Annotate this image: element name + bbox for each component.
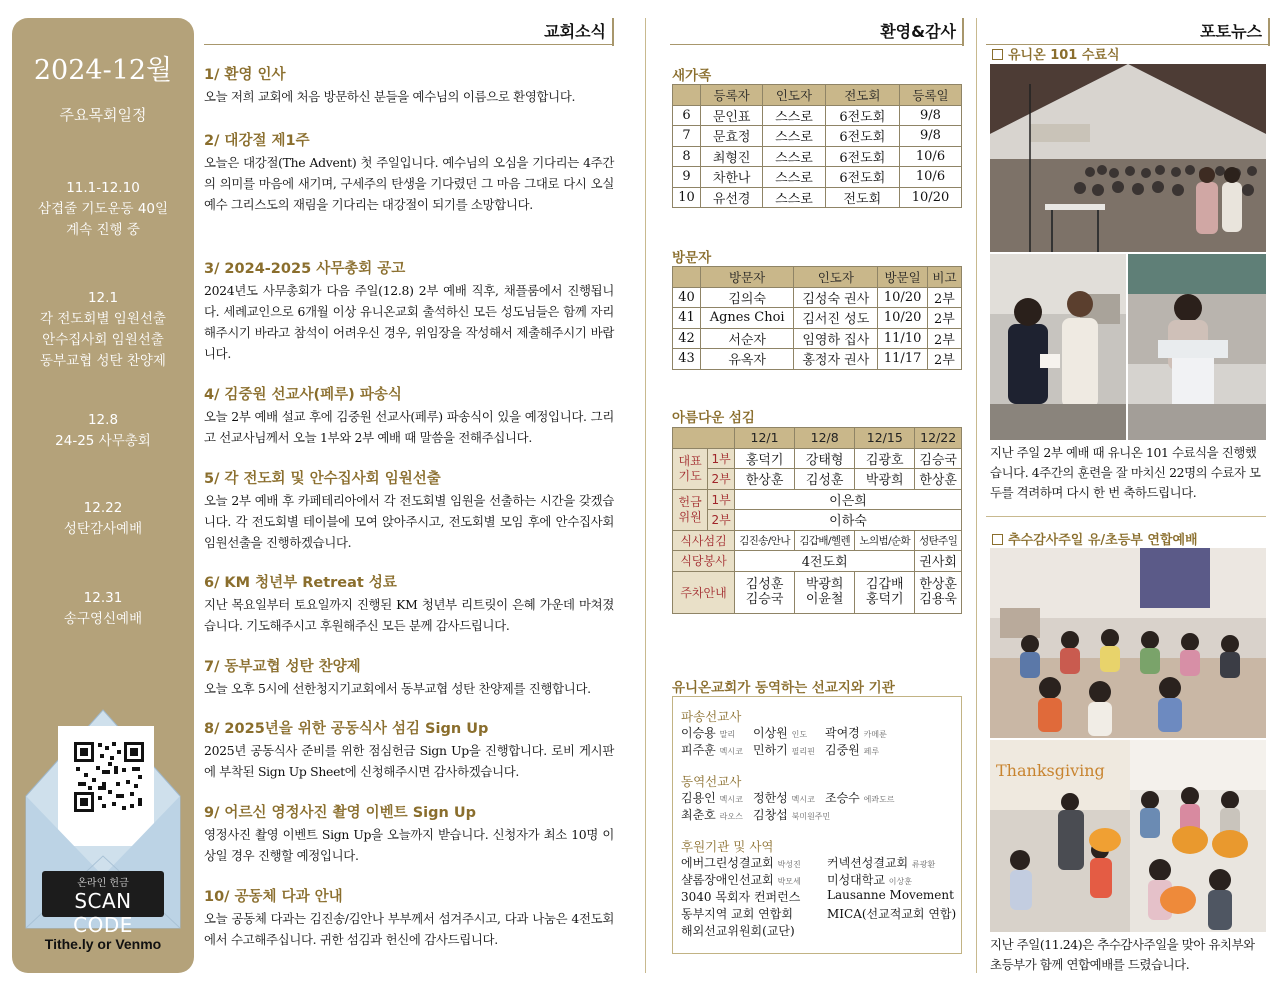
news-item: 10/ 공동체 다과 안내 오늘 공동체 다과는 김진송/김안나 부부께서 섬겨주시고, 다과 나눔은 4전도회에서 수고해주십니다. 귀한 섬김과 헌신에 감사드립니다. — [204, 889, 614, 947]
kitchen-label: 식당봉사 — [673, 551, 735, 572]
kids-craft-photo — [1130, 740, 1266, 932]
checkbox-icon — [992, 534, 1003, 545]
table-row: 10 유선경 스스로 전도회 10/20 — [673, 187, 962, 208]
qr-code[interactable] — [72, 740, 146, 814]
list-item: 민하기 필리핀 — [753, 743, 815, 757]
table-header-row: 방문자 인도자 방문일 비고 — [673, 267, 962, 288]
list-item: 곽여경 카메룬 — [825, 726, 887, 740]
table-row: 식사섬김 김진송/안나 김갑배/헬렌 노의범/순화 성탄주일 — [673, 530, 962, 551]
sidebar-subtitle: 주요목회일정 — [59, 106, 147, 124]
newcomers-table — [672, 84, 962, 208]
envelope-graphic — [20, 706, 186, 937]
table-row: 주차안내 김성훈 김승국 박광희 이윤철 김갑배 홍덕기 한상훈 김용욱 — [673, 571, 962, 613]
tab-photo-news: 포토뉴스 — [1188, 18, 1270, 46]
photo-caption: 지난 주일(11.24)은 추수감사주일을 맞아 유치부와 초등부가 함께 연합예배를 드렸습니다. — [990, 937, 1255, 972]
divider — [670, 44, 964, 45]
table-row: 2부 한상훈 김성훈 박광희 한상훈 — [673, 469, 962, 490]
parking-label: 주차안내 — [673, 571, 735, 613]
visitors-title: 방문자 — [672, 250, 712, 266]
list-item: 최춘호 라오스 — [681, 808, 743, 822]
thanksgiving-photo — [990, 740, 1130, 932]
church-news-list — [204, 64, 614, 954]
table-row: 대표기도 1부 홍덕기 강태형 김광호 김승국 — [673, 448, 962, 469]
news-item: 4/ 김중원 선교사(페루) 파송식 오늘 2부 예배 설교 후에 김중원 선교사(페루) 파송식이 있을 예정입니다. 그리고 선교사님께서 오늘 1부와 2부 예배 때 말씀을 전해주십니다. — [204, 387, 614, 445]
qr-code-icon — [72, 740, 146, 814]
table-row: 2부 이하숙 — [673, 510, 962, 531]
list-item: 동부지역 교회 연합회 — [681, 907, 793, 921]
kids-circle-image — [990, 548, 1266, 738]
schedule-item: 12.31 송구영신예배 — [63, 590, 143, 627]
table-row: 42 서순자 임영하 집사 11/10 2부 — [673, 328, 962, 349]
mission-title: 유니온교회가 동역하는 선교지와 기관 — [672, 680, 895, 696]
podium-photo — [1128, 254, 1266, 440]
table-row: 7 문효정 스스로 6전도회 9/8 — [673, 126, 962, 147]
kids-worship-photo — [990, 548, 1266, 738]
sent-missionaries-list — [681, 724, 953, 758]
prayer-label: 대표기도 — [673, 448, 708, 489]
list-item: 해외선교위원회(교단) — [681, 924, 795, 938]
news-item: 8/ 2025년을 위한 공동식사 섬김 Sign Up 2025년 공동식사 준비를 위한 점심헌금 Sign Up을 진행합니다. 로비 게시판에 부착된 Sign Up Sheet에 신청해주시면 감사하겠습니다. — [204, 721, 614, 779]
photo-news-title: 유니온 101 수료식 — [992, 44, 1120, 63]
list-item: 조승수 에콰도르 — [825, 791, 895, 805]
podium-image — [1128, 254, 1266, 440]
tab-church-news: 교회소식 — [536, 18, 614, 46]
table-row: 43 유옥자 홍정자 권사 11/17 2부 — [673, 349, 962, 370]
schedule-item: 12.8 24-25 사무총회 — [55, 412, 151, 449]
support-orgs-label: 후원기관 및 사역 — [681, 839, 774, 854]
support-orgs-list — [681, 854, 957, 939]
kids-craft-image — [1130, 740, 1266, 932]
list-item: 에버그린성결교회 박성진 — [681, 856, 801, 870]
table-row: 41 Agnes Choi 김서진 성도 10/20 2부 — [673, 308, 962, 329]
list-item: 샬롬장애인선교회 박모세 — [681, 873, 801, 887]
sign-text: Thanksgiving — [996, 761, 1105, 780]
table-row: 8 최형진 스스로 6전도회 10/6 — [673, 146, 962, 167]
list-item: 김창섭 북미원주민 — [753, 808, 831, 822]
meal-label: 식사섬김 — [673, 530, 735, 551]
tithe-label: Tithe.ly or Venmo — [44, 936, 162, 952]
photo-caption: 지난 주일 2부 예배 때 유니온 101 수료식을 진행했습니다. 4주간의 훈련을 잘 마치신 22명의 수료자 모두를 격려하며 다시 한 번 축하드립니다. — [990, 445, 1261, 500]
newcomers-title: 새가족 — [672, 68, 712, 84]
speaker-photo — [990, 254, 1126, 440]
service-table — [672, 427, 962, 614]
graduation-photo — [990, 64, 1266, 252]
column-divider — [976, 18, 977, 973]
table-row: 6 문인표 스스로 6전도회 9/8 — [673, 105, 962, 126]
list-item: 커넥션성결교회 류광환 — [827, 856, 936, 870]
list-item: 정한성 멕시코 — [753, 791, 815, 805]
news-item: 6/ KM 청년부 Retreat 성료 지난 목요일부터 토요일까지 진행된 KM 청년부 리트릿이 은혜 가운데 마쳐졌습니다. 기도해주시고 후원해주신 모든 분께 감사드립니다. — [204, 575, 614, 633]
scan-code-badge: 온라인 헌금 SCAN CODE — [42, 871, 164, 917]
list-item: 김중원 페루 — [825, 743, 880, 757]
news-item: 2/ 대강절 제1주 오늘은 대강절(The Advent) 첫 주일입니다. 예수님의 오심을 기다리는 4주간의 의미를 마음에 새기며, 구세주의 탄생을 기다렸던 그 마음 그대로 다시 오실 예수 그리스도의 재림을 기다리는 대강절이 되기를 소망합니다. — [204, 133, 614, 212]
news-item: 9/ 어르신 영정사진 촬영 이벤트 Sign Up 영정사진 촬영 이벤트 Sign Up을 오늘까지 받습니다. 신청자가 최소 10명 이상일 경우 진행할 예정입니다. — [204, 805, 614, 863]
table-row: 헌금위원 1부 이은희 — [673, 489, 962, 510]
news-item: 1/ 환영 인사 오늘 저희 교회에 처음 방문하신 분들을 예수님의 이름으로 환영합니다. — [204, 67, 576, 104]
list-item: 이승용 말리 — [681, 726, 736, 740]
table-row: 식당봉사 4전도회 권사회 — [673, 551, 962, 572]
tab-welcome-thanks: 환영&감사 — [870, 18, 964, 46]
list-item: 김용인 멕시코 — [681, 791, 743, 805]
divider — [204, 44, 614, 45]
news-item: 7/ 동부교협 성탄 찬양제 오늘 오후 5시에 선한청지기교회에서 동부교협 성탄 찬양제를 진행합니다. — [204, 659, 591, 696]
news-item: 5/ 각 전도회 및 안수집사회 임원선출 오늘 2부 예배 후 카페테리아에서 각 전도회별 임원을 선출하는 시간을 갖겠습니다. 각 전도회별 테이블에 모여 앉아주시고, 전도회별 모임 후에 안수집사회 임원선출을 진행하겠습니다. — [204, 471, 614, 550]
speaker-image — [990, 254, 1126, 440]
divider — [986, 516, 1266, 517]
partner-missionaries-label: 동역선교사 — [681, 774, 742, 789]
church-interior-image — [990, 64, 1266, 252]
table-row: 9 차한나 스스로 6전도회 10/6 — [673, 167, 962, 188]
schedule-item: 12.22 성탄감사예배 — [63, 500, 143, 537]
checkbox-icon — [992, 49, 1003, 60]
list-item: MICA(선교적교회 연합) — [827, 907, 957, 921]
list-item: 이상원 인도 — [753, 726, 808, 740]
sent-missionaries-label: 파송선교사 — [681, 709, 742, 724]
table-header-row: 등록자 인도자 전도회 등록일 — [673, 85, 962, 106]
thanksgiving-sign-image — [990, 740, 1130, 932]
list-item: 피주훈 멕시코 — [681, 743, 743, 757]
schedule-item: 12.1 각 전도회별 임원선출 안수집사회 임원선출 동부교협 성탄 찬양제 — [40, 290, 166, 369]
partner-missionaries-list — [681, 789, 953, 823]
mission-box — [672, 696, 962, 954]
list-item: 3040 목회자 컨퍼런스 — [681, 890, 801, 904]
offering-label: 헌금위원 — [673, 489, 708, 530]
news-item: 3/ 2024-2025 사무총회 공고 2024년도 사무총회가 다음 주일(12.8) 2부 예배 직후, 채플룸에서 진행됩니다. 세례교인으로 6개월 이상 유니온교회 출석하신 모든 성도님들은 함께 자리해주시기 바라고 참석이 어려우신 경우, 위임장을 작성해서 제출해주시기 바랍니다. — [204, 261, 614, 361]
sidebar-title: 2024-12월 — [33, 55, 173, 86]
photo-news-title: 추수감사주일 유/초등부 연합예배 — [992, 529, 1198, 548]
table-header-row: 12/1 12/8 12/15 12/22 — [673, 428, 962, 449]
list-item: 미성대학교 이상훈 — [827, 873, 912, 887]
visitors-table — [672, 266, 962, 370]
schedule-item: 11.1-12.10 삼겹줄 기도운동 40일 계속 진행 중 — [37, 180, 169, 238]
table-row: 40 김의숙 김성숙 권사 10/20 2부 — [673, 287, 962, 308]
service-title: 아름다운 섬김 — [672, 410, 755, 426]
column-divider — [645, 18, 646, 973]
list-item: Lausanne Movement — [827, 888, 954, 902]
schedule-sidebar — [12, 18, 194, 973]
